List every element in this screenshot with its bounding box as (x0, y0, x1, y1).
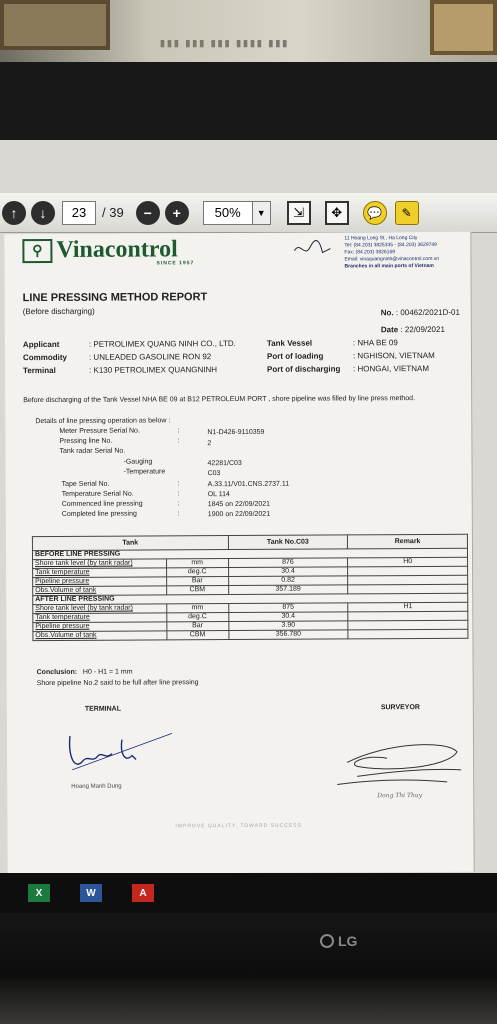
detail-label: Pressing line No. (59, 437, 113, 445)
detail-colon: : (177, 437, 180, 445)
terminal-signature (62, 725, 182, 774)
row-remark: H1 (348, 602, 468, 612)
row-label: Pipeline pressure (33, 622, 167, 632)
intro-text: Before discharging of the Tank Vessel NHA BE 09 at B12 PETROLEUM PORT , shore pipeline was filled by line press method. (23, 395, 416, 405)
row-label: Shore tank level (by tank radar) (33, 604, 167, 614)
discharging-value: : HONGAI, VIETNAM (353, 364, 430, 374)
monitor-bezel-top (0, 62, 497, 140)
wall-banner: ▮▮▮ ▮▮▮ ▮▮▮ ▮▮▮▮ ▮▮▮ (160, 38, 290, 48)
row-label: Pipeline pressure (33, 577, 167, 587)
terminal-label: Terminal (23, 365, 56, 376)
comment-icon[interactable]: 💬 (363, 201, 387, 225)
applicant-value: : PETROLIMEX QUANG NINH CO., LTD. (88, 339, 236, 349)
loading-value: : NGHISON, VIETNAM (352, 350, 435, 361)
terminal-signer-name: Hoang Manh Dung (71, 783, 122, 790)
report-subtitle: (Before discharging) (22, 306, 95, 317)
taskbar (0, 873, 497, 913)
zoom-dropdown-icon[interactable]: ▼ (253, 201, 271, 225)
detail-colon: : (177, 490, 180, 498)
section-title: AFTER LINE PRESSING (33, 593, 468, 604)
pdf-page (4, 232, 474, 874)
row-value: 357.189 (228, 585, 348, 595)
lg-logo (320, 933, 357, 949)
detail-value: 1900 on 22/09/2021 (207, 510, 271, 519)
row-unit: deg.C (167, 613, 229, 622)
wall-picture-right (430, 0, 497, 55)
address-line: Branches in all main ports of Vietnam (344, 262, 434, 270)
page-number-input[interactable]: 23 (62, 201, 96, 225)
pdf-toolbar (0, 193, 497, 233)
logo-since: SINCE 1957 (156, 260, 195, 267)
company-address (344, 235, 469, 271)
discharging-label: Port of discharging (267, 364, 341, 374)
row-unit: Bar (167, 622, 229, 631)
row-unit: mm (166, 604, 228, 613)
detail-label: -Gauging (123, 458, 153, 466)
terminal-value: : K130 PETROLIMEX QUANGNINH (89, 365, 218, 375)
next-page-icon[interactable]: ↓ (31, 201, 55, 225)
fit-page-icon[interactable]: ⇲ (287, 201, 311, 225)
commodity-value: : UNLEADED GASOLINE RON 92 (88, 352, 212, 362)
detail-value: N1-D426-9110359 (207, 428, 265, 437)
section-title: BEFORE LINE PRESSING (32, 548, 467, 559)
detail-value: OL 114 (207, 491, 230, 499)
detail-value: C03 (207, 470, 221, 478)
company-motto: IMPROVE QUALITY, TOWARD SUCCESS (175, 822, 302, 830)
page-total: / 39 (102, 205, 124, 220)
shore-note: Shore pipeline No.2 said to be full after line pressing (36, 679, 199, 688)
detail-label: Commenced line pressing (61, 500, 143, 508)
surveyor-signature-label: SURVEYOR (380, 704, 421, 712)
loading-label: Port of loading (266, 351, 324, 361)
detail-colon: : (177, 510, 180, 518)
table-header: Tank No.C03 (228, 535, 348, 550)
vessel-label: Tank Vessel (266, 338, 313, 348)
address-line: Tel: (84.203) 3825335 - (84.203) 3629749 (344, 241, 437, 249)
detail-label: -Temperature (123, 468, 166, 476)
row-value: 875 (228, 603, 348, 613)
row-unit: Bar (166, 577, 228, 586)
report-number: No. : 00462/2021D-01 (380, 307, 460, 318)
table-header: Tank (32, 536, 228, 551)
applicant-label: Applicant (22, 339, 60, 350)
address-line: 11 Hoang Long St., Ha Long City (344, 235, 418, 242)
report-date: Date : 22/09/2021 (380, 324, 445, 335)
monitor-bezel-bottom (0, 913, 497, 1024)
row-label: Obs.Volume of tank (33, 631, 167, 641)
detail-value: 42281/C03 (207, 459, 242, 468)
word-icon[interactable]: W (80, 884, 102, 902)
row-value: 30.4 (228, 612, 348, 622)
row-label: Tank temperature (33, 613, 167, 623)
detail-value: A.33.11/V01.CNS.2737.11 (207, 480, 290, 489)
detail-value: 2 (207, 440, 212, 448)
logo-text: Vinacontrol (56, 236, 178, 263)
detail-value: 1845 on 22/09/2021 (207, 500, 271, 509)
wall-picture-left (0, 0, 110, 50)
detail-label: Tape Serial No. (61, 480, 110, 488)
zoom-input[interactable]: 50% (203, 201, 253, 225)
row-label: Obs.Volume of tank (33, 586, 167, 596)
row-label: Shore tank level (by tank radar) (33, 559, 167, 569)
lg-logo-icon (320, 934, 334, 948)
detail-colon: : (177, 500, 180, 508)
pdf-reader-icon[interactable]: A (132, 884, 154, 902)
report-title: LINE PRESSING METHOD REPORT (22, 291, 208, 305)
row-value: 0.82 (228, 576, 348, 586)
detail-label: Completed line pressing (61, 510, 137, 518)
address-line: Email: vinaquangninh@vinacontrol.com.vn (344, 255, 440, 263)
table-header: Remark (348, 534, 468, 549)
lg-logo-text: LG (338, 933, 358, 949)
details-title: Details of line pressing operation as below : (35, 417, 171, 426)
highlight-icon[interactable]: ✎ (395, 201, 419, 225)
surveyor-signer-name: Dong Thi Thuy (377, 792, 423, 800)
logo-mark-icon: ⚲ (22, 238, 52, 262)
conclusion: Conclusion: H0 - H1 = 1 mm (36, 668, 133, 677)
line-pressing-table (32, 534, 469, 641)
fit-width-icon[interactable]: ✥ (325, 201, 349, 225)
row-unit: deg.C (166, 568, 228, 577)
detail-label: Tank radar Serial No. (59, 447, 126, 455)
header-signature (292, 239, 332, 263)
detail-label: Meter Pressure Serial No. (59, 427, 140, 435)
vessel-value: : NHA BE 09 (352, 338, 398, 348)
vinacontrol-logo (22, 236, 177, 264)
zoom-out-icon[interactable]: − (136, 201, 160, 225)
row-label: Tank temperature (33, 568, 167, 578)
row-unit: CBM (166, 586, 228, 595)
detail-label: Temperature Serial No. (61, 490, 134, 498)
detail-colon: : (177, 427, 180, 435)
row-value: 876 (228, 558, 348, 568)
terminal-signature-label: TERMINAL (84, 705, 122, 713)
prev-page-icon[interactable]: ↑ (2, 201, 26, 225)
excel-icon[interactable]: X (28, 884, 50, 902)
detail-colon: : (177, 480, 180, 488)
row-value: 3.90 (228, 621, 348, 631)
zoom-in-icon[interactable]: + (165, 201, 189, 225)
row-unit: mm (166, 559, 228, 568)
row-unit: CBM (167, 631, 229, 640)
table-row (33, 629, 468, 640)
commodity-label: Commodity (22, 352, 67, 363)
address-line: Fax: (84.203) 3826169 (344, 249, 396, 256)
row-value: 30.4 (228, 567, 348, 577)
row-remark: H0 (348, 557, 468, 567)
row-value: 356.780 (228, 630, 348, 640)
row-remark (348, 629, 468, 639)
